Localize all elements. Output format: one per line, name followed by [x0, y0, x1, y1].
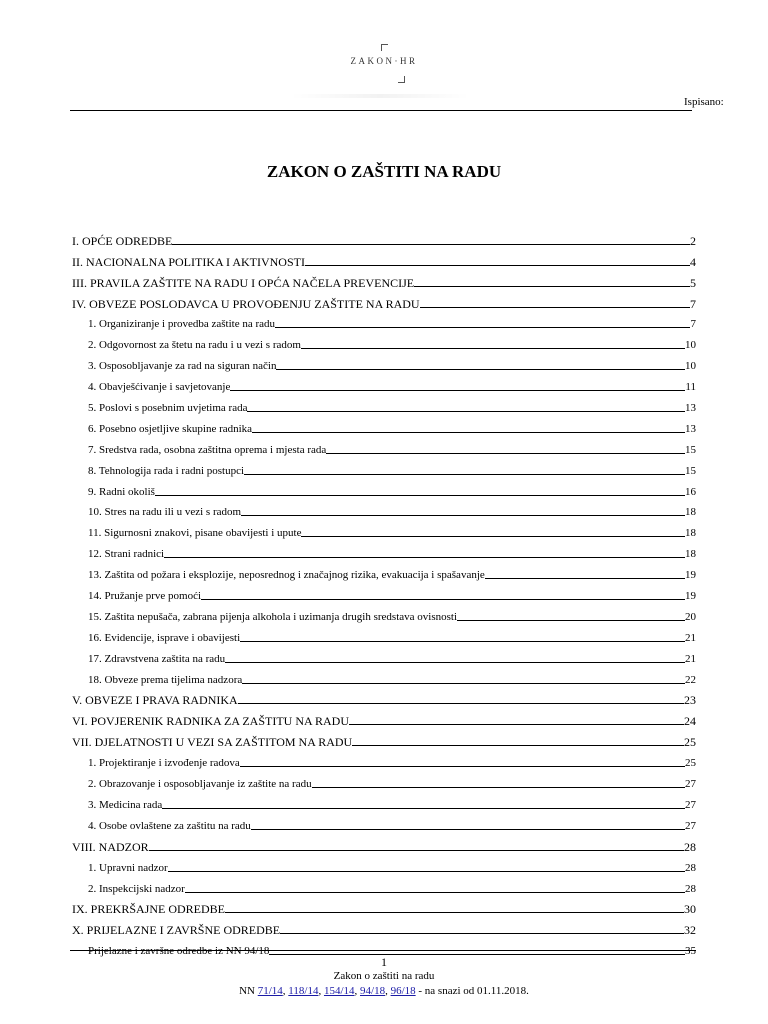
- toc-page-number: 28: [685, 882, 696, 895]
- toc-page-number: 13: [685, 422, 696, 435]
- toc-entry-label: 6. Posebno osjetljive skupine radnika: [88, 422, 253, 435]
- toc-entry-label: VII. DJELATNOSTI U VEZI SA ZAŠTITOM NA RADU: [72, 735, 353, 750]
- toc-section-entry[interactable]: [72, 854, 696, 875]
- toc-leader-line: [247, 411, 685, 412]
- toc-page-number: 5: [690, 275, 696, 290]
- toc-page-number: 20: [685, 610, 696, 623]
- toc-page-number: 32: [684, 923, 696, 938]
- toc-leader-line: [172, 244, 690, 245]
- toc-section-entry[interactable]: [72, 540, 696, 561]
- toc-chapter-entry[interactable]: [72, 687, 696, 708]
- toc-section-entry[interactable]: [72, 373, 696, 394]
- toc-entry-label: 10. Stres na radu ili u vezi s radom: [88, 506, 242, 519]
- zakon-hr-logo: [0, 40, 768, 100]
- table-of-contents: [72, 227, 696, 958]
- toc-section-entry[interactable]: [72, 415, 696, 436]
- logo-corner-mark-top: [381, 44, 388, 51]
- toc-leader-line: [252, 432, 685, 433]
- toc-leader-line: [301, 536, 685, 537]
- toc-page-number: 19: [685, 569, 696, 582]
- toc-leader-line: [251, 829, 685, 830]
- toc-entry-label: 4. Obavješćivanje i savjetovanje: [88, 381, 231, 394]
- toc-page-number: 30: [684, 902, 696, 917]
- toc-entry-label: Prijelazne i završne odredbe iz NN 94/18: [88, 945, 270, 958]
- toc-entry-label: IV. OBVEZE POSLODAVCA U PROVOĐENJU ZAŠTITE NA RADU: [72, 296, 420, 311]
- printed-label: Ispisano:: [684, 96, 724, 108]
- toc-chapter-entry[interactable]: [72, 248, 696, 269]
- toc-chapter-entry[interactable]: [72, 833, 696, 854]
- toc-section-entry[interactable]: [72, 624, 696, 645]
- toc-entry-label: 4. Osobe ovlaštene za zaštitu na radu: [88, 819, 251, 832]
- toc-entry-label: VIII. NADZOR: [72, 839, 149, 854]
- footer-document-title: Zakon o zaštiti na radu: [333, 970, 435, 982]
- toc-chapter-entry[interactable]: [72, 227, 696, 248]
- toc-leader-line: [312, 787, 685, 788]
- toc-chapter-entry[interactable]: [72, 707, 696, 728]
- toc-entry-label: 8. Tehnologija rada i radni postupci: [88, 464, 245, 477]
- toc-page-number: 15: [685, 464, 696, 477]
- nn-prefix: NN: [239, 985, 255, 997]
- toc-leader-line: [225, 662, 685, 663]
- toc-page-number: 19: [685, 590, 696, 603]
- toc-leader-line: [301, 348, 685, 349]
- toc-chapter-entry[interactable]: [72, 896, 696, 917]
- toc-leader-line: [457, 620, 685, 621]
- toc-page-number: 16: [685, 485, 696, 498]
- toc-section-entry[interactable]: [72, 311, 696, 332]
- toc-leader-line: [241, 515, 685, 516]
- toc-section-entry[interactable]: [72, 519, 696, 540]
- nn-gazette-link[interactable]: 71/14: [257, 985, 283, 997]
- toc-section-entry[interactable]: [72, 457, 696, 478]
- nn-validity-text: - na snazi od 01.11.2018.: [415, 985, 529, 997]
- toc-section-entry[interactable]: [72, 791, 696, 812]
- toc-leader-line: [275, 327, 690, 328]
- toc-section-entry[interactable]: [72, 812, 696, 833]
- toc-section-entry[interactable]: [72, 352, 696, 373]
- logo-shadow: [290, 94, 470, 98]
- toc-section-entry[interactable]: [72, 499, 696, 520]
- toc-leader-line: [305, 265, 690, 266]
- toc-page-number: 25: [684, 735, 696, 750]
- toc-page-number: 10: [685, 339, 696, 352]
- toc-page-number: 18: [685, 548, 696, 561]
- nn-gazette-link[interactable]: 96/18: [390, 985, 416, 997]
- toc-section-entry[interactable]: [72, 645, 696, 666]
- toc-page-number: 10: [685, 360, 696, 373]
- toc-leader-line: [240, 641, 685, 642]
- toc-chapter-entry[interactable]: [72, 728, 696, 749]
- toc-page-number: 2: [690, 233, 696, 248]
- toc-entry-label: 18. Obveze prema tijelima nadzora: [88, 673, 243, 686]
- toc-page-number: 27: [685, 778, 696, 791]
- toc-entry-label: VI. POVJERENIK RADNIKA ZA ZAŠTITU NA RADU: [72, 714, 349, 729]
- toc-entry-label: 1. Projektiranje i izvođenje radova: [88, 757, 240, 770]
- toc-page-number: 7: [690, 296, 696, 311]
- toc-entry-label: III. PRAVILA ZAŠTITE NA RADU I OPĆA NAČELA PREVENCIJE: [72, 275, 415, 290]
- toc-leader-line: [185, 892, 685, 893]
- toc-entry-label: 2. Obrazovanje i osposobljavanje iz zaštite na radu: [88, 778, 312, 791]
- toc-leader-line: [168, 871, 685, 872]
- toc-page-number: 23: [684, 693, 696, 708]
- toc-entry-label: 2. Inspekcijski nadzor: [88, 882, 185, 895]
- toc-leader-line: [280, 933, 684, 934]
- toc-entry-label: 3. Medicina rada: [88, 798, 163, 811]
- toc-leader-line: [240, 766, 685, 767]
- toc-page-number: 22: [685, 673, 696, 686]
- toc-leader-line: [242, 683, 685, 684]
- toc-section-entry[interactable]: [72, 436, 696, 457]
- toc-entry-label: 1. Upravni nadzor: [88, 861, 168, 874]
- toc-leader-line: [349, 724, 684, 725]
- toc-page-number: 28: [685, 861, 696, 874]
- toc-page-number: 18: [685, 506, 696, 519]
- page-number: 1: [381, 955, 387, 969]
- toc-section-entry[interactable]: [72, 478, 696, 499]
- toc-entry-label: X. PRIJELAZNE I ZAVRŠNE ODREDBE: [72, 923, 281, 938]
- toc-section-entry[interactable]: [72, 331, 696, 352]
- header-divider: [70, 110, 692, 111]
- toc-entry-label: 12. Strani radnici: [88, 548, 165, 561]
- toc-section-entry[interactable]: [72, 582, 696, 603]
- toc-leader-line: [414, 286, 690, 287]
- toc-page-number: 18: [685, 527, 696, 540]
- toc-section-entry[interactable]: [72, 603, 696, 624]
- toc-section-entry[interactable]: [72, 394, 696, 415]
- toc-page-number: 27: [685, 819, 696, 832]
- toc-leader-line: [276, 369, 685, 370]
- toc-section-entry[interactable]: [72, 770, 696, 791]
- toc-leader-line: [230, 390, 685, 391]
- toc-leader-line: [164, 557, 685, 558]
- toc-entry-label: 9. Radni okoliš: [88, 485, 155, 498]
- logo-text: ZAKON·HR: [350, 56, 418, 66]
- toc-section-entry[interactable]: [72, 875, 696, 896]
- toc-page-number: 27: [685, 798, 696, 811]
- toc-section-entry[interactable]: [72, 749, 696, 770]
- toc-page-number: 21: [685, 631, 696, 644]
- toc-leader-line: [352, 745, 684, 746]
- toc-leader-line: [225, 912, 684, 913]
- toc-chapter-entry[interactable]: [72, 290, 696, 311]
- toc-entry-label: 16. Evidencije, isprave i obavijesti: [88, 631, 241, 644]
- toc-entry-label: 3. Osposobljavanje za rad na siguran način: [88, 360, 277, 373]
- toc-entry-label: V. OBVEZE I PRAVA RADNIKA: [72, 693, 238, 708]
- toc-page-number: 24: [684, 714, 696, 729]
- document-title: ZAKON O ZAŠTITI NA RADU: [266, 162, 502, 181]
- toc-entry-label: 14. Pružanje prve pomoći: [88, 590, 202, 603]
- toc-entry-label: I. OPĆE ODREDBE: [72, 233, 173, 248]
- nn-gazette-link[interactable]: 94/18: [360, 985, 386, 997]
- toc-leader-line: [326, 453, 685, 454]
- footer-divider: [70, 950, 696, 951]
- toc-entry-label: 11. Sigurnosni znakovi, pisane obavijesti i upute: [88, 527, 302, 540]
- toc-leader-line: [244, 474, 685, 475]
- toc-leader-line: [149, 850, 684, 851]
- toc-page-number: 11: [685, 381, 696, 394]
- toc-section-entry[interactable]: [72, 561, 696, 582]
- toc-page-number: 15: [685, 443, 696, 456]
- footer-gazette-references: NN 71/14, 118/14, 154/14, 94/18, 96/18 - na snazi od 01.11.2018.: [239, 985, 529, 997]
- toc-section-entry[interactable]: [72, 666, 696, 687]
- toc-leader-line: [162, 808, 685, 809]
- toc-page-number: 35: [685, 945, 696, 958]
- toc-page-number: 4: [690, 254, 696, 269]
- nn-gazette-link[interactable]: 154/14: [323, 985, 355, 997]
- toc-entry-label: IX. PREKRŠAJNE ODREDBE: [72, 902, 226, 917]
- toc-page-number: 21: [685, 652, 696, 665]
- toc-entry-label: 15. Zaštita nepušača, zabrana pijenja alkohola i uzimanja drugih sredstava ovisnosti: [88, 610, 457, 623]
- nn-gazette-link[interactable]: 118/14: [288, 985, 319, 997]
- toc-page-number: 13: [685, 402, 696, 415]
- toc-page-number: 7: [690, 318, 696, 331]
- toc-entry-label: II. NACIONALNA POLITIKA I AKTIVNOSTI: [72, 254, 305, 269]
- toc-leader-line: [485, 578, 685, 579]
- toc-entry-label: 2. Odgovornost za štetu na radu i u vezi s radom: [88, 339, 301, 352]
- logo-corner-mark-bottom: [398, 76, 405, 83]
- toc-page-number: 28: [684, 839, 696, 854]
- toc-leader-line: [155, 495, 685, 496]
- toc-chapter-entry[interactable]: [72, 916, 696, 937]
- toc-entry-label: 13. Zaštita od požara i eksplozije, neposrednog i značajnog rizika, evakuacija i spašavanje: [88, 569, 485, 582]
- toc-leader-line: [201, 599, 685, 600]
- toc-entry-label: 1. Organiziranje i provedba zaštite na radu: [88, 318, 276, 331]
- toc-entry-label: 17. Zdravstvena zaštita na radu: [88, 652, 226, 665]
- toc-page-number: 25: [685, 757, 696, 770]
- toc-entry-label: 5. Poslovi s posebnim uvjetima rada: [88, 402, 248, 415]
- toc-entry-label: 7. Sredstva rada, osobna zaštitna oprema i mjesta rada: [88, 443, 327, 456]
- toc-leader-line: [238, 703, 684, 704]
- toc-leader-line: [420, 307, 690, 308]
- toc-chapter-entry[interactable]: [72, 269, 696, 290]
